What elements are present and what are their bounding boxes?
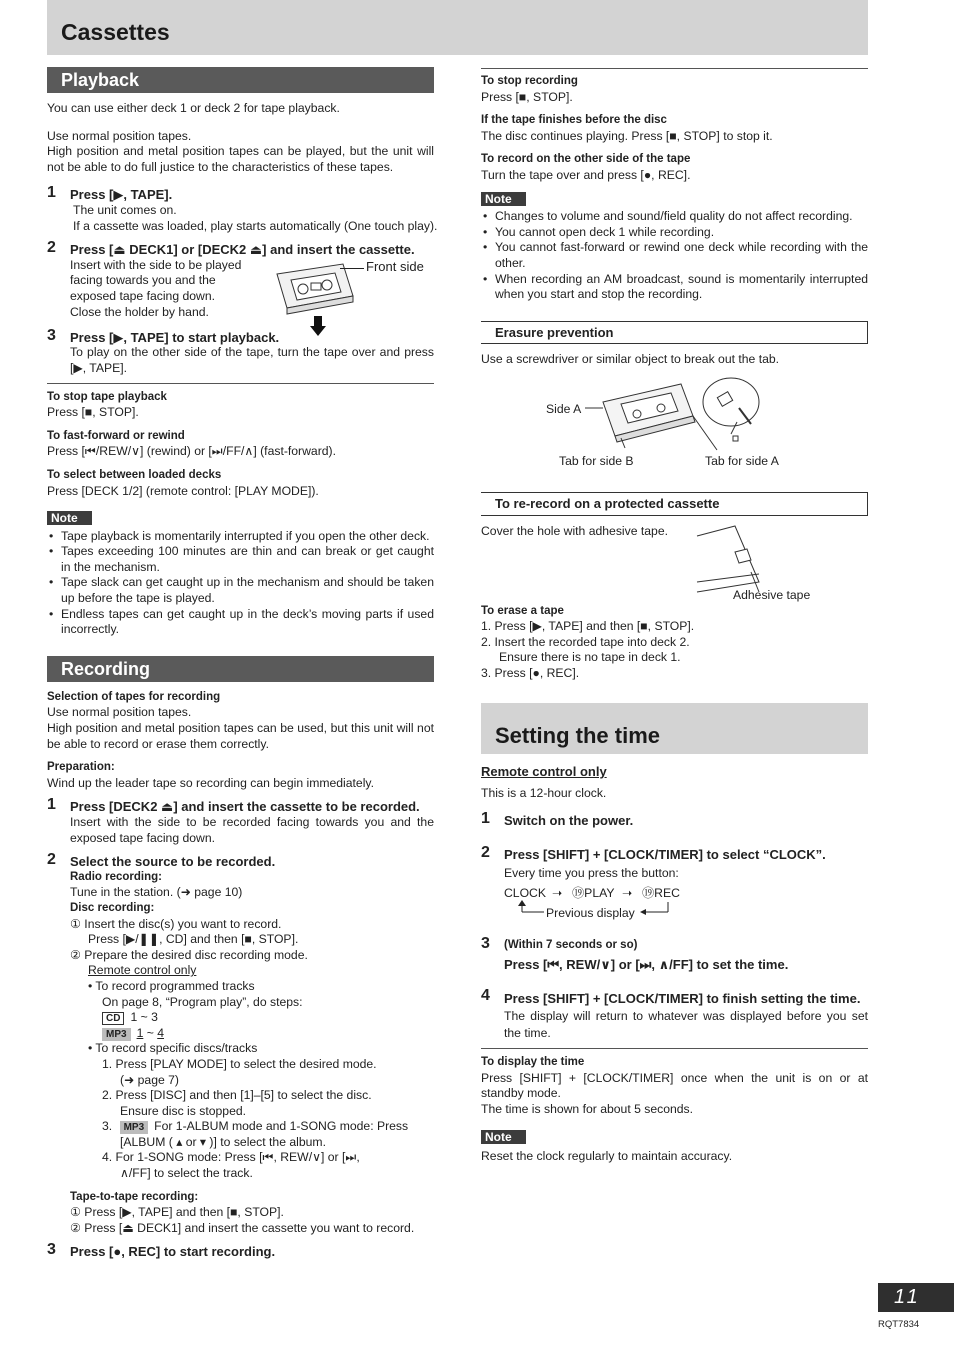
disc-recording-title: Disc recording: bbox=[70, 901, 155, 914]
front-side-label: Front side bbox=[366, 258, 424, 274]
spec-step-2: 2. Press [DISC] and then [1]–[5] to select the disc. bbox=[102, 1088, 372, 1103]
erasure-prevention-heading: Erasure prevention bbox=[481, 321, 868, 345]
setting-time-section bbox=[481, 764, 868, 1165]
spec-step-3-text: For 1-ALBUM mode and 1-SONG mode: Press bbox=[154, 1119, 409, 1134]
step-subtitle: (Within 7 seconds or so) bbox=[504, 938, 638, 951]
selection-title: Selection of tapes for recording bbox=[47, 690, 221, 703]
step-title: Press [SHIFT] + [CLOCK/TIMER] to finish setting the time. bbox=[504, 991, 861, 1007]
display-sequence bbox=[504, 886, 868, 926]
step-number: 3 bbox=[47, 326, 56, 344]
tape-to-tape-title: Tape-to-tape recording: bbox=[70, 1190, 199, 1203]
rerecord-heading: To re-record on a protected cassette bbox=[481, 492, 868, 516]
step-text: Every time you press the button: bbox=[504, 866, 679, 881]
stop-playback-text: Press [■, STOP]. bbox=[47, 405, 139, 420]
ff-rewind-text: Press [⏮/REW/∨] (rewind) or [⏭/FF/∧] (fast-forward). bbox=[47, 444, 336, 459]
time-step-1 bbox=[481, 810, 868, 829]
tape-finishes-text: The disc continues playing. Press [■, STOP] to stop it. bbox=[481, 128, 773, 143]
tape-finishes-title: If the tape finishes before the disc bbox=[481, 114, 667, 127]
step-title: Select the source to be recorded. bbox=[70, 854, 276, 870]
side-a-label: Side A bbox=[546, 401, 582, 416]
tab-side-b-label: Tab for side B bbox=[559, 453, 634, 468]
preparation-text: Wind up the leader tape so recording can begin immediately. bbox=[47, 775, 374, 790]
tab-side-a-label: Tab for side A bbox=[705, 453, 779, 468]
step-title: Press [DECK2 ⏏] and insert the cassette to be recorded. bbox=[70, 799, 420, 815]
recording-step-1 bbox=[47, 796, 434, 846]
setting-time-title: Setting the time bbox=[495, 723, 661, 748]
selection-text-2: High position and metal position tapes can be used, but this unit will not be able to record or erase them correctly. bbox=[47, 721, 434, 751]
mp3-step-sep: ~ bbox=[143, 1025, 158, 1040]
adhesive-tape-figure bbox=[695, 522, 771, 596]
page-header-band bbox=[47, 0, 868, 55]
note-item: • Tapes exceeding 100 minutes are thin and can break or get caught in the mechanism. bbox=[47, 544, 434, 575]
playback-step-2 bbox=[47, 239, 434, 322]
right-column bbox=[481, 68, 868, 681]
time-note-text: Reset the clock regularly to maintain accuracy. bbox=[481, 1149, 733, 1164]
playback-tapes-2: High position and metal position tapes can be played, but the unit will not be able to do full justice to the characteristics of these tapes. bbox=[47, 144, 434, 174]
stop-recording-text: Press [■, STOP]. bbox=[481, 89, 573, 104]
cd-badge: CD bbox=[102, 1012, 124, 1025]
step-number: 1 bbox=[481, 810, 490, 828]
display-time-text: Press [SHIFT] + [CLOCK/TIMER] once when the unit is on or at standby mode. bbox=[481, 1070, 868, 1101]
step-title: Press [⏏ DECK1] or [DECK2 ⏏] and insert the cassette. bbox=[70, 242, 415, 258]
step-text: If a cassette was loaded, play starts automatically (One touch play). bbox=[73, 218, 438, 233]
stop-recording-title: To stop recording bbox=[481, 75, 578, 87]
recording-heading: Recording bbox=[47, 656, 434, 682]
time-note-label: Note bbox=[481, 1130, 526, 1144]
page-number: 11 bbox=[894, 1286, 921, 1308]
step-text: Insert with the side to be recorded facing towards you and the exposed tape facing down. bbox=[70, 815, 434, 845]
seq-rec: ⑲REC bbox=[642, 885, 680, 900]
note-item: • You cannot open deck 1 while recording. bbox=[481, 225, 868, 241]
seq-play: ⑲PLAY bbox=[572, 885, 615, 900]
spec-bullet: • To record specific discs/tracks bbox=[88, 1041, 258, 1056]
erase-step-2: 2. Insert the recorded tape into deck 2. bbox=[481, 634, 690, 649]
playback-intro: You can use either deck 1 or deck 2 for tape playback. bbox=[47, 101, 340, 115]
spec-step-2b: Ensure disc is stopped. bbox=[120, 1103, 247, 1118]
select-decks-text: Press [DECK 1/2] (remote control: [PLAY MODE]). bbox=[47, 483, 319, 498]
erase-title: To erase a tape bbox=[481, 604, 564, 617]
playback-step-3 bbox=[47, 326, 434, 377]
step-text: Insert with the side to be played bbox=[70, 257, 242, 272]
playback-tapes-1: Use normal position tapes. bbox=[47, 128, 192, 143]
radio-recording-title: Radio recording: bbox=[70, 870, 163, 883]
step-text: facing towards you and the bbox=[70, 273, 216, 288]
arrow-right-icon: ➝ bbox=[552, 885, 563, 900]
erasure-text: Use a screwdriver or similar object to break out the tab. bbox=[481, 352, 780, 367]
spec-step-4: 4. For 1-SONG mode: Press [⏮, REW/∨] or [⏭, bbox=[102, 1150, 360, 1165]
step-text: To play on the other side of the tape, turn the tape over and press [▶, TAPE]. bbox=[70, 345, 434, 375]
step-text: exposed tape facing down. bbox=[70, 288, 216, 303]
note-item: • Endless tapes can get caught up in the deck’s moving parts if used incorrectly. bbox=[47, 607, 434, 638]
playback-heading: Playback bbox=[47, 67, 434, 93]
other-side-title: To record on the other side of the tape bbox=[481, 153, 691, 166]
clock-intro: This is a 12-hour clock. bbox=[481, 785, 607, 800]
step-title: Press [SHIFT] + [CLOCK/TIMER] to select “CLOCK”. bbox=[504, 846, 826, 862]
step-number: 1 bbox=[47, 184, 56, 202]
erase-step-1: 1. Press [▶, TAPE] and then [■, STOP]. bbox=[481, 619, 695, 634]
page-title: Cassettes bbox=[61, 19, 170, 45]
recording-step-3 bbox=[47, 1241, 434, 1260]
mp3-step-from: 1 bbox=[136, 1025, 144, 1040]
step-title: Press [▶, TAPE]. bbox=[70, 187, 173, 203]
remote-only-heading: Remote control only bbox=[481, 764, 607, 779]
tape-to-tape-1: ① Press [▶, TAPE] and then [■, STOP]. bbox=[70, 1205, 284, 1220]
display-time-text-2: The time is shown for about 5 seconds. bbox=[481, 1101, 694, 1116]
other-side-text: Turn the tape over and press [●, REC]. bbox=[481, 167, 691, 182]
recording-note-label: Note bbox=[481, 192, 526, 206]
arrow-right-icon: ➝ bbox=[622, 885, 633, 900]
cd-steps-row bbox=[70, 1010, 434, 1026]
recording-step-2 bbox=[47, 851, 434, 1236]
mp3-steps-row bbox=[70, 1026, 434, 1042]
cd-steps: 1 ~ 3 bbox=[130, 1010, 158, 1025]
step-number: 3 bbox=[47, 1241, 56, 1259]
time-step-3 bbox=[481, 934, 868, 972]
spec-step-3-num: 3. bbox=[102, 1119, 113, 1134]
rerecord-text: Cover the hole with adhesive tape. bbox=[481, 523, 668, 538]
step-text: The unit comes on. bbox=[73, 202, 177, 217]
disc-step-1: ① Insert the disc(s) you want to record. bbox=[70, 916, 282, 931]
previous-display-label: Previous display bbox=[546, 905, 635, 920]
step-number: 4 bbox=[481, 987, 490, 1005]
prog-text: On page 8, “Program play”, do steps: bbox=[102, 994, 303, 1009]
spec-step-1: 1. Press [PLAY MODE] to select the desired mode. bbox=[102, 1056, 377, 1071]
spec-step-4b: ∧/FF] to select the track. bbox=[120, 1166, 253, 1181]
spec-step-3 bbox=[70, 1119, 434, 1135]
step-title: Press [▶, TAPE] to start playback. bbox=[70, 329, 280, 345]
disc-step-1b: Press [▶/❚❚, CD] and then [■, STOP]. bbox=[88, 932, 299, 947]
document-code: RQT7834 bbox=[878, 1319, 920, 1330]
step-title: Press [●, REC] to start recording. bbox=[70, 1244, 276, 1260]
prog-bullet: • To record programmed tracks bbox=[88, 978, 255, 993]
erase-step-2b: Ensure there is no tape in deck 1. bbox=[499, 650, 681, 665]
note-item: • You cannot fast-forward or rewind one deck while recording with the other. bbox=[481, 240, 868, 271]
erasure-figure bbox=[481, 368, 868, 480]
time-step-2 bbox=[481, 843, 868, 926]
step-number: 2 bbox=[481, 843, 490, 861]
adhesive-tape-label: Adhesive tape bbox=[733, 587, 811, 602]
step-text: Close the holder by hand. bbox=[70, 304, 209, 319]
step-text: The display will return to whatever was displayed before you set the time. bbox=[504, 1009, 868, 1041]
time-step-4 bbox=[481, 987, 868, 1042]
mp3-step-to: 4 bbox=[157, 1025, 165, 1040]
tape-to-tape-2: ② Press [⏏ DECK1] and insert the cassette you want to record. bbox=[70, 1220, 415, 1235]
selection-text-1: Use normal position tapes. bbox=[47, 705, 192, 720]
recording-notes bbox=[481, 209, 868, 303]
display-time-title: To display the time bbox=[481, 1056, 585, 1069]
mp3-badge: MP3 bbox=[102, 1028, 131, 1041]
playback-notes bbox=[47, 529, 434, 638]
step-number: 3 bbox=[481, 934, 490, 952]
stop-playback-title: To stop tape playback bbox=[47, 390, 167, 403]
spec-step-1b: (➜ page 7) bbox=[120, 1072, 179, 1087]
note-item: • Changes to volume and sound/field quality do not affect recording. bbox=[481, 209, 868, 225]
remote-only-label: Remote control only bbox=[88, 963, 197, 978]
seq-clock: CLOCK bbox=[504, 885, 546, 900]
step-title: Switch on the power. bbox=[504, 813, 634, 829]
spec-step-3b: [ALBUM ( ▴ or ▾ )] to select the album. bbox=[120, 1134, 326, 1149]
note-item: • Tape slack can get caught up in the mechanism and should be taken up before the tape is played. bbox=[47, 575, 434, 606]
step-number: 1 bbox=[47, 796, 56, 814]
radio-recording-text: Tune in the station. (➜ page 10) bbox=[70, 885, 243, 900]
step-title: Press [⏮, REW/∨] or [⏭, ∧/FF] to set the time. bbox=[504, 956, 789, 972]
playback-step-1 bbox=[47, 184, 438, 234]
note-item: • Tape playback is momentarily interrupted if you open the other deck. bbox=[47, 529, 434, 545]
rerecord-block bbox=[481, 523, 868, 602]
left-column bbox=[47, 67, 438, 1260]
setting-time-band bbox=[481, 703, 868, 754]
preparation-title: Preparation: bbox=[47, 761, 115, 774]
note-item: • When recording an AM broadcast, sound is momentarily interrupted when you start and stop the recording. bbox=[481, 272, 868, 303]
step-number: 2 bbox=[47, 851, 56, 869]
playback-note-label: Note bbox=[47, 511, 92, 525]
page-number-box bbox=[878, 1283, 954, 1312]
mp3-badge: MP3 bbox=[120, 1121, 149, 1134]
select-decks-title: To select between loaded decks bbox=[47, 468, 222, 481]
ff-rewind-title: To fast-forward or rewind bbox=[47, 429, 185, 442]
erase-step-3: 3. Press [●, REC]. bbox=[481, 665, 580, 680]
step-number: 2 bbox=[47, 239, 56, 257]
disc-step-2: ② Prepare the desired disc recording mode. bbox=[70, 947, 308, 962]
